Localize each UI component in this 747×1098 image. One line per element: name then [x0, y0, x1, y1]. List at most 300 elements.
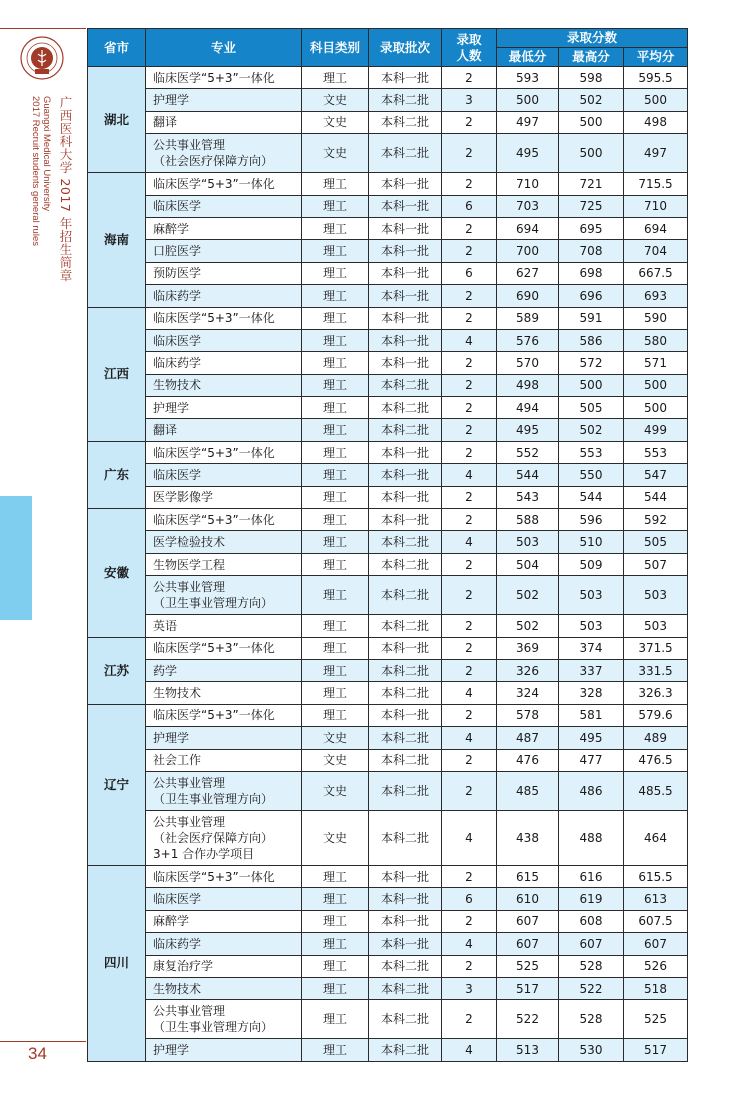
count-cell: 6 — [442, 262, 497, 284]
min-score-cell: 544 — [497, 464, 559, 486]
category-cell: 理工 — [302, 419, 369, 441]
count-cell: 2 — [442, 1000, 497, 1039]
min-score-cell: 495 — [497, 134, 559, 173]
avg-score-cell: 499 — [624, 419, 688, 441]
batch-cell: 本科一批 — [369, 352, 442, 374]
major-cell — [146, 89, 302, 111]
min-score-cell: 700 — [497, 240, 559, 262]
category-cell: 理工 — [302, 397, 369, 419]
max-score-cell: 503 — [559, 615, 624, 637]
major-cell — [146, 397, 302, 419]
min-score-cell: 610 — [497, 888, 559, 910]
count-cell: 4 — [442, 464, 497, 486]
count-cell: 2 — [442, 615, 497, 637]
avg-score-cell: 579.6 — [624, 704, 688, 726]
count-cell: 2 — [442, 637, 497, 659]
major-cell — [146, 888, 302, 910]
major-line: 临床医学“5+3”一体化 — [153, 176, 275, 191]
max-score-cell: 544 — [559, 486, 624, 508]
min-score-cell: 503 — [497, 531, 559, 553]
category-cell: 文史 — [302, 810, 369, 865]
category-cell: 理工 — [302, 659, 369, 681]
major-cell — [146, 955, 302, 977]
category-cell: 理工 — [302, 615, 369, 637]
min-score-cell: 502 — [497, 615, 559, 637]
table-row — [88, 888, 688, 910]
major-cell — [146, 173, 302, 195]
max-score-cell: 596 — [559, 509, 624, 531]
major-cell — [146, 910, 302, 932]
min-score-cell: 504 — [497, 553, 559, 575]
avg-score-cell: 580 — [624, 329, 688, 351]
min-score-cell: 710 — [497, 173, 559, 195]
table-row — [88, 509, 688, 531]
header-province: 省市 — [88, 29, 146, 67]
avg-score-cell: 615.5 — [624, 865, 688, 887]
batch-cell: 本科一批 — [369, 217, 442, 239]
category-cell: 理工 — [302, 704, 369, 726]
avg-score-cell: 498 — [624, 111, 688, 133]
table-row — [88, 682, 688, 704]
avg-score-cell: 547 — [624, 464, 688, 486]
avg-score-cell: 464 — [624, 810, 688, 865]
min-score-cell: 703 — [497, 195, 559, 217]
batch-cell: 本科一批 — [369, 888, 442, 910]
batch-cell: 本科二批 — [369, 374, 442, 396]
max-score-cell: 725 — [559, 195, 624, 217]
min-score-cell: 517 — [497, 977, 559, 999]
max-score-cell: 495 — [559, 727, 624, 749]
major-line: 护理学 — [153, 1042, 190, 1057]
major-cell — [146, 134, 302, 173]
major-cell — [146, 307, 302, 329]
major-line: 生物技术 — [153, 378, 202, 393]
category-cell: 理工 — [302, 888, 369, 910]
avg-score-cell: 476.5 — [624, 749, 688, 771]
table-row — [88, 553, 688, 575]
batch-cell: 本科二批 — [369, 771, 442, 810]
max-score-cell: 619 — [559, 888, 624, 910]
count-cell: 2 — [442, 67, 497, 89]
avg-score-cell: 694 — [624, 217, 688, 239]
avg-score-cell: 607 — [624, 933, 688, 955]
max-score-cell: 510 — [559, 531, 624, 553]
min-score-cell: 438 — [497, 810, 559, 865]
major-cell — [146, 262, 302, 284]
batch-cell: 本科二批 — [369, 1039, 442, 1061]
category-cell: 理工 — [302, 195, 369, 217]
batch-cell: 本科一批 — [369, 67, 442, 89]
major-line: 翻译 — [153, 115, 178, 130]
major-cell — [146, 419, 302, 441]
province-cell: 广东 — [88, 441, 146, 508]
table-row — [88, 441, 688, 463]
major-cell — [146, 933, 302, 955]
major-cell — [146, 553, 302, 575]
province-cell: 辽宁 — [88, 704, 146, 865]
major-cell — [146, 285, 302, 307]
header-min-score: 最低分 — [497, 48, 559, 67]
batch-cell: 本科二批 — [369, 955, 442, 977]
table-row — [88, 89, 688, 111]
max-score-cell: 708 — [559, 240, 624, 262]
category-cell: 理工 — [302, 682, 369, 704]
major-cell — [146, 704, 302, 726]
category-cell: 文史 — [302, 111, 369, 133]
max-score-cell: 509 — [559, 553, 624, 575]
max-score-cell: 477 — [559, 749, 624, 771]
count-cell: 2 — [442, 307, 497, 329]
major-line: 口腔医学 — [153, 244, 202, 259]
brochure-title-cn: 广西医科大学 2017 年招生简章 — [58, 96, 73, 282]
min-score-cell: 476 — [497, 749, 559, 771]
category-cell: 理工 — [302, 486, 369, 508]
table-row — [88, 307, 688, 329]
major-cell — [146, 531, 302, 553]
major-cell — [146, 637, 302, 659]
category-cell: 理工 — [302, 240, 369, 262]
major-line: 临床医学 — [153, 333, 202, 348]
major-cell — [146, 771, 302, 810]
category-cell: 理工 — [302, 217, 369, 239]
avg-score-cell: 613 — [624, 888, 688, 910]
header-category: 科目类别 — [302, 29, 369, 67]
top-rule — [0, 28, 86, 29]
major-line: 翻译 — [153, 423, 178, 438]
min-score-cell: 694 — [497, 217, 559, 239]
category-cell: 理工 — [302, 865, 369, 887]
province-cell: 四川 — [88, 865, 146, 1061]
max-score-cell: 500 — [559, 134, 624, 173]
batch-cell: 本科一批 — [369, 865, 442, 887]
batch-cell: 本科二批 — [369, 397, 442, 419]
table-row — [88, 464, 688, 486]
avg-score-cell: 517 — [624, 1039, 688, 1061]
min-score-cell: 593 — [497, 67, 559, 89]
batch-cell: 本科二批 — [369, 134, 442, 173]
min-score-cell: 500 — [497, 89, 559, 111]
table-body — [88, 67, 688, 1062]
major-line: （社会医疗保障方向） — [153, 830, 274, 845]
count-cell: 4 — [442, 727, 497, 749]
min-score-cell: 607 — [497, 910, 559, 932]
max-score-cell: 505 — [559, 397, 624, 419]
count-cell: 2 — [442, 352, 497, 374]
category-cell: 理工 — [302, 531, 369, 553]
major-line: 临床医学“5+3”一体化 — [153, 445, 275, 460]
count-cell: 2 — [442, 134, 497, 173]
major-cell — [146, 111, 302, 133]
table-row — [88, 977, 688, 999]
avg-score-cell: 500 — [624, 397, 688, 419]
major-line: 3+1 合作办学项目 — [153, 846, 255, 861]
count-cell: 4 — [442, 1039, 497, 1061]
avg-score-cell: 525 — [624, 1000, 688, 1039]
major-line: 医学影像学 — [153, 490, 214, 505]
max-score-cell: 721 — [559, 173, 624, 195]
count-cell: 6 — [442, 195, 497, 217]
batch-cell: 本科二批 — [369, 977, 442, 999]
batch-cell: 本科一批 — [369, 933, 442, 955]
major-cell — [146, 865, 302, 887]
category-cell: 理工 — [302, 441, 369, 463]
count-cell: 2 — [442, 704, 497, 726]
max-score-cell: 608 — [559, 910, 624, 932]
category-cell: 理工 — [302, 553, 369, 575]
category-cell: 理工 — [302, 977, 369, 999]
category-cell: 理工 — [302, 262, 369, 284]
count-cell: 3 — [442, 89, 497, 111]
bottom-rule — [0, 1041, 86, 1042]
max-score-cell: 502 — [559, 89, 624, 111]
batch-cell: 本科一批 — [369, 195, 442, 217]
table-row — [88, 865, 688, 887]
max-score-cell: 488 — [559, 810, 624, 865]
min-score-cell: 525 — [497, 955, 559, 977]
min-score-cell: 578 — [497, 704, 559, 726]
count-cell: 2 — [442, 865, 497, 887]
count-cell: 4 — [442, 531, 497, 553]
avg-score-cell: 592 — [624, 509, 688, 531]
batch-cell: 本科一批 — [369, 637, 442, 659]
count-cell: 2 — [442, 576, 497, 615]
category-cell: 理工 — [302, 374, 369, 396]
major-cell — [146, 374, 302, 396]
table-row — [88, 195, 688, 217]
min-score-cell: 369 — [497, 637, 559, 659]
count-cell: 2 — [442, 111, 497, 133]
batch-cell: 本科一批 — [369, 285, 442, 307]
max-score-cell: 337 — [559, 659, 624, 681]
category-cell: 文史 — [302, 771, 369, 810]
major-line: 护理学 — [153, 730, 190, 745]
province-cell: 江苏 — [88, 637, 146, 704]
min-score-cell: 498 — [497, 374, 559, 396]
batch-cell: 本科二批 — [369, 1000, 442, 1039]
province-cell: 江西 — [88, 307, 146, 441]
table-row — [88, 134, 688, 173]
count-cell: 2 — [442, 217, 497, 239]
header-major: 专业 — [146, 29, 302, 67]
max-score-cell: 500 — [559, 374, 624, 396]
major-cell — [146, 195, 302, 217]
major-line: 康复治疗学 — [153, 959, 214, 974]
major-cell — [146, 217, 302, 239]
max-score-cell: 553 — [559, 441, 624, 463]
category-cell: 理工 — [302, 1000, 369, 1039]
table-row — [88, 1039, 688, 1061]
max-score-cell: 502 — [559, 419, 624, 441]
table-row — [88, 173, 688, 195]
table-row — [88, 955, 688, 977]
count-cell: 2 — [442, 486, 497, 508]
max-score-cell: 698 — [559, 262, 624, 284]
batch-cell: 本科二批 — [369, 576, 442, 615]
major-cell — [146, 659, 302, 681]
major-line: 临床药学 — [153, 936, 202, 951]
min-score-cell: 494 — [497, 397, 559, 419]
major-line: 临床医学“5+3”一体化 — [153, 869, 275, 884]
header-count: 录取人数 — [442, 29, 497, 67]
avg-score-cell: 571 — [624, 352, 688, 374]
category-cell: 理工 — [302, 329, 369, 351]
count-cell: 2 — [442, 955, 497, 977]
header-avg-score: 平均分 — [624, 48, 688, 67]
major-cell — [146, 576, 302, 615]
max-score-cell: 528 — [559, 1000, 624, 1039]
count-cell: 4 — [442, 810, 497, 865]
avg-score-cell: 715.5 — [624, 173, 688, 195]
major-cell — [146, 352, 302, 374]
major-cell — [146, 810, 302, 865]
min-score-cell: 615 — [497, 865, 559, 887]
university-seal-logo — [20, 36, 64, 80]
avg-score-cell: 518 — [624, 977, 688, 999]
major-line: 临床医学“5+3”一体化 — [153, 70, 275, 85]
min-score-cell: 326 — [497, 659, 559, 681]
table-row — [88, 374, 688, 396]
major-line: （卫生事业管理方向） — [153, 1020, 274, 1035]
table-row — [88, 810, 688, 865]
max-score-cell: 616 — [559, 865, 624, 887]
major-line: 生物医学工程 — [153, 557, 226, 572]
count-cell: 2 — [442, 441, 497, 463]
avg-score-cell: 497 — [624, 134, 688, 173]
table-row — [88, 771, 688, 810]
min-score-cell: 522 — [497, 1000, 559, 1039]
major-line: 临床医学“5+3”一体化 — [153, 708, 275, 723]
batch-cell: 本科二批 — [369, 749, 442, 771]
header-max-score: 最高分 — [559, 48, 624, 67]
major-line: 药学 — [153, 663, 178, 678]
major-line: 临床药学 — [153, 288, 202, 303]
batch-cell: 本科一批 — [369, 262, 442, 284]
major-line: 麻醉学 — [153, 221, 190, 236]
count-cell: 4 — [442, 329, 497, 351]
major-cell — [146, 67, 302, 89]
avg-score-cell: 505 — [624, 531, 688, 553]
max-score-cell: 581 — [559, 704, 624, 726]
major-cell — [146, 486, 302, 508]
category-cell: 理工 — [302, 464, 369, 486]
avg-score-cell: 485.5 — [624, 771, 688, 810]
avg-score-cell: 595.5 — [624, 67, 688, 89]
category-cell: 文史 — [302, 727, 369, 749]
table-row — [88, 67, 688, 89]
major-cell — [146, 240, 302, 262]
count-cell: 2 — [442, 240, 497, 262]
major-line: 临床医学“5+3”一体化 — [153, 512, 275, 527]
avg-score-cell: 607.5 — [624, 910, 688, 932]
major-line: 临床药学 — [153, 355, 202, 370]
batch-cell: 本科一批 — [369, 509, 442, 531]
avg-score-cell: 526 — [624, 955, 688, 977]
max-score-cell: 598 — [559, 67, 624, 89]
max-score-cell: 522 — [559, 977, 624, 999]
category-cell: 理工 — [302, 955, 369, 977]
count-cell: 2 — [442, 771, 497, 810]
category-cell: 理工 — [302, 576, 369, 615]
table-row — [88, 910, 688, 932]
min-score-cell: 570 — [497, 352, 559, 374]
count-cell: 4 — [442, 933, 497, 955]
count-cell: 6 — [442, 888, 497, 910]
major-cell — [146, 464, 302, 486]
category-cell: 理工 — [302, 933, 369, 955]
min-score-cell: 324 — [497, 682, 559, 704]
batch-cell: 本科二批 — [369, 89, 442, 111]
avg-score-cell: 667.5 — [624, 262, 688, 284]
max-score-cell: 486 — [559, 771, 624, 810]
major-cell — [146, 1039, 302, 1061]
table-row — [88, 1000, 688, 1039]
avg-score-cell: 507 — [624, 553, 688, 575]
province-cell: 湖北 — [88, 67, 146, 173]
side-section-tab — [0, 496, 32, 620]
table-row — [88, 531, 688, 553]
count-cell: 2 — [442, 659, 497, 681]
category-cell: 理工 — [302, 307, 369, 329]
avg-score-cell: 500 — [624, 374, 688, 396]
avg-score-cell: 503 — [624, 615, 688, 637]
table-row — [88, 285, 688, 307]
count-cell: 2 — [442, 419, 497, 441]
major-line: 临床医学 — [153, 467, 202, 482]
batch-cell: 本科二批 — [369, 553, 442, 575]
page-number: 34 — [28, 1044, 47, 1063]
table-row — [88, 262, 688, 284]
table-row — [88, 637, 688, 659]
table-row — [88, 352, 688, 374]
province-cell: 安徽 — [88, 509, 146, 638]
min-score-cell: 588 — [497, 509, 559, 531]
table-row — [88, 240, 688, 262]
max-score-cell: 572 — [559, 352, 624, 374]
avg-score-cell: 544 — [624, 486, 688, 508]
province-cell: 海南 — [88, 173, 146, 307]
table-row — [88, 615, 688, 637]
table-row — [88, 749, 688, 771]
batch-cell: 本科二批 — [369, 111, 442, 133]
batch-cell: 本科二批 — [369, 659, 442, 681]
brochure-subtitle-en: 2017 Recruit students general rules — [30, 96, 41, 246]
min-score-cell: 589 — [497, 307, 559, 329]
table-row — [88, 727, 688, 749]
count-cell: 2 — [442, 749, 497, 771]
major-cell — [146, 615, 302, 637]
avg-score-cell: 500 — [624, 89, 688, 111]
count-cell: 3 — [442, 977, 497, 999]
table-row — [88, 217, 688, 239]
category-cell: 文史 — [302, 134, 369, 173]
major-cell — [146, 682, 302, 704]
major-line: 临床医学 — [153, 199, 202, 214]
avg-score-cell: 326.3 — [624, 682, 688, 704]
avg-score-cell: 704 — [624, 240, 688, 262]
table-row — [88, 111, 688, 133]
batch-cell: 本科一批 — [369, 704, 442, 726]
batch-cell: 本科二批 — [369, 727, 442, 749]
major-line: 临床医学“5+3”一体化 — [153, 641, 275, 656]
major-line: （卫生事业管理方向） — [153, 596, 274, 611]
major-cell — [146, 749, 302, 771]
major-line: 公共事业管理 — [153, 775, 226, 790]
max-score-cell: 696 — [559, 285, 624, 307]
max-score-cell: 374 — [559, 637, 624, 659]
major-line: 预防医学 — [153, 266, 202, 281]
category-cell: 理工 — [302, 1039, 369, 1061]
category-cell: 文史 — [302, 89, 369, 111]
